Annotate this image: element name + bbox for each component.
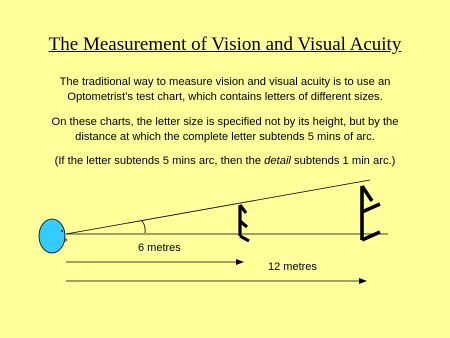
- small-letter-e: [240, 205, 249, 241]
- upper-sight-line: [66, 180, 370, 234]
- detail-text-after: subtends 1 min arc.): [290, 155, 396, 167]
- far-distance-label: 12 metres: [268, 261, 317, 273]
- chart-line-1: On these charts, the letter size is specified not by its height, but by the: [51, 116, 399, 128]
- intro-line-1: The traditional way to measure vision and visual acuity is to use an: [59, 76, 391, 88]
- near-distance-label: 6 metres: [138, 242, 181, 254]
- slide-title: The Measurement of Vision and Visual Acuity: [48, 34, 402, 55]
- intro-line-2: Optometrist’s test chart, which contains letters of different sizes.: [67, 91, 383, 103]
- eye-icon: [39, 219, 67, 253]
- detail-emphasis: detail: [264, 155, 291, 167]
- chart-line-2: distance at which the complete letter subtends 5 mins of arc.: [75, 131, 375, 143]
- detail-text-before: (If the letter subtends 5 mins arc, then the: [54, 155, 265, 167]
- angle-arc: [142, 221, 145, 233]
- large-letter-e: [362, 186, 380, 240]
